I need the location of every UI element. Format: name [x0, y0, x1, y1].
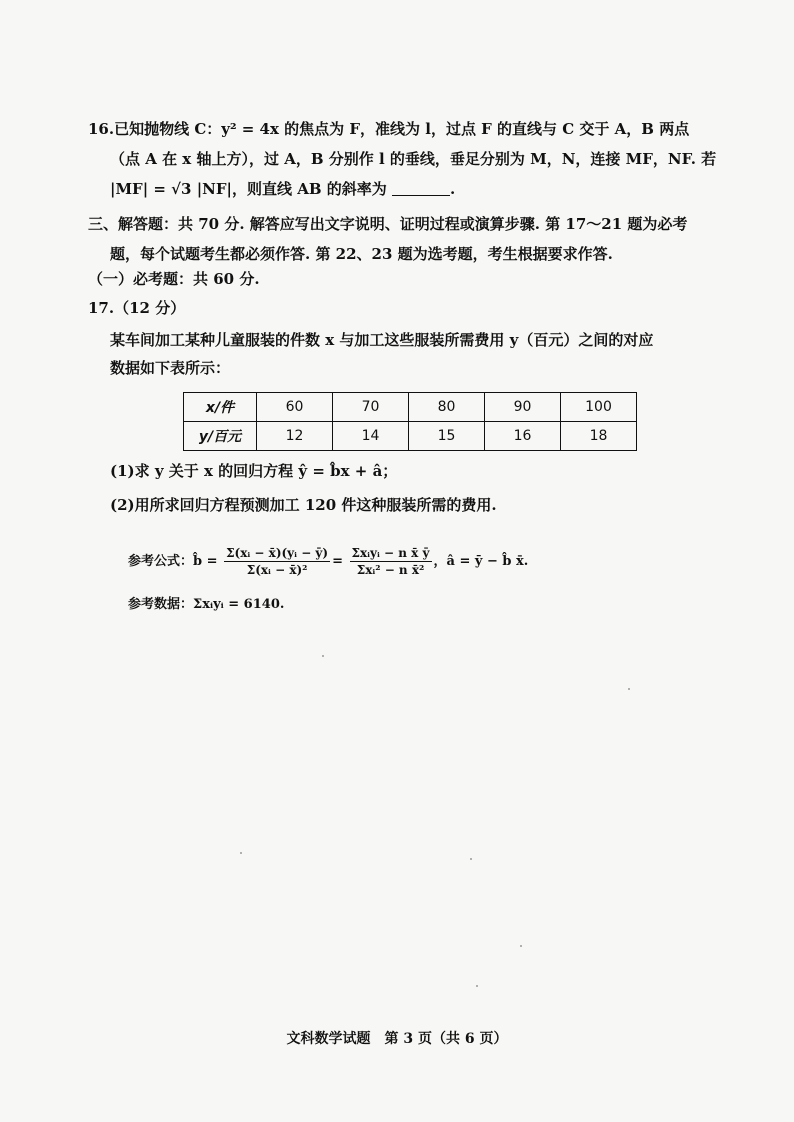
table-row-y [184, 422, 637, 451]
fraction-2-numerator: Σxᵢyᵢ − n x̄ ȳ [351, 546, 430, 560]
q16-line3-text: |MF| = √3 |NF|，则直线 AB 的斜率为 [110, 180, 387, 198]
q16-line2: （点 A 在 x 轴上方），过 A，B 分别作 l 的垂线，垂足分别为 M，N，连接 MF，NF. 若 [110, 150, 717, 168]
fraction-1-denominator: Σ(xᵢ − x̄)² [246, 563, 308, 577]
table-header-x: x/件 [184, 393, 257, 422]
table-cell: 100 [561, 393, 637, 422]
fraction-1-numerator: Σ(xᵢ − x̄)(yᵢ − ȳ) [226, 546, 329, 560]
data-table [183, 392, 637, 451]
table-cell: 70 [333, 393, 409, 422]
part1-heading: （一）必考题：共 60 分. [88, 270, 260, 288]
reference-data [128, 594, 284, 616]
q17-sub2: (2)用所求回归方程预测加工 120 件这种服装所需的费用. [110, 496, 497, 514]
ref-data-value: Σxᵢyᵢ = 6140. [193, 597, 285, 612]
scan-speck [520, 945, 522, 947]
ref-formula-b: b̂ = [193, 554, 218, 569]
table-cell: 18 [561, 422, 637, 451]
table-header-y: y/百元 [184, 422, 257, 451]
q16-line3 [110, 178, 455, 200]
q16-line1: 16.已知抛物线 C：y² = 4x 的焦点为 F，准线为 l，过点 F 的直线与 C 交于 A，B 两点 [88, 120, 690, 138]
scan-speck [470, 858, 472, 860]
table-cell: 16 [485, 422, 561, 451]
table-cell: 60 [257, 393, 333, 422]
table-cell: 80 [409, 393, 485, 422]
scan-speck [628, 688, 630, 690]
table-cell: 90 [485, 393, 561, 422]
fraction-2-denominator: Σxᵢ² − n x̄² [356, 563, 425, 577]
table-cell: 14 [333, 422, 409, 451]
q17-header: 17.（12 分） [88, 299, 186, 317]
table-row-x [184, 393, 637, 422]
table-cell: 12 [257, 422, 333, 451]
answer-blank [392, 181, 450, 196]
ref-data-label: 参考数据： [128, 597, 194, 612]
fraction-1 [224, 545, 330, 578]
scan-speck [476, 985, 478, 987]
q17-text1: 某车间加工某种儿童服装的件数 x 与加工这些服装所需费用 y（百元）之间的对应 [110, 331, 654, 349]
fraction-2 [350, 545, 432, 578]
q17-sub1: (1)求 y 关于 x 的回归方程 ŷ = b̂x + â； [110, 462, 398, 480]
scan-speck [322, 655, 324, 657]
ref-formula-a: ，â = ȳ − b̂ x̄. [433, 554, 529, 569]
section3-line1: 三、解答题：共 70 分. 解答应写出文字说明、证明过程或演算步骤. 第 17～21 题为必考 [88, 215, 688, 233]
scan-speck [240, 852, 242, 854]
q16-line3-end: . [449, 180, 456, 198]
section3-line2: 题，每个试题考生都必须作答. 第 22、23 题为选考题，考生根据要求作答. [110, 245, 613, 263]
table-cell: 15 [409, 422, 485, 451]
page-footer: 文科数学试题 第 3 页（共 6 页） [286, 1031, 508, 1047]
ref-formula-label: 参考公式： [128, 554, 194, 569]
q17-text2: 数据如下表所示： [110, 359, 231, 377]
reference-formula [128, 545, 528, 578]
ref-formula-eq: = [332, 554, 343, 569]
